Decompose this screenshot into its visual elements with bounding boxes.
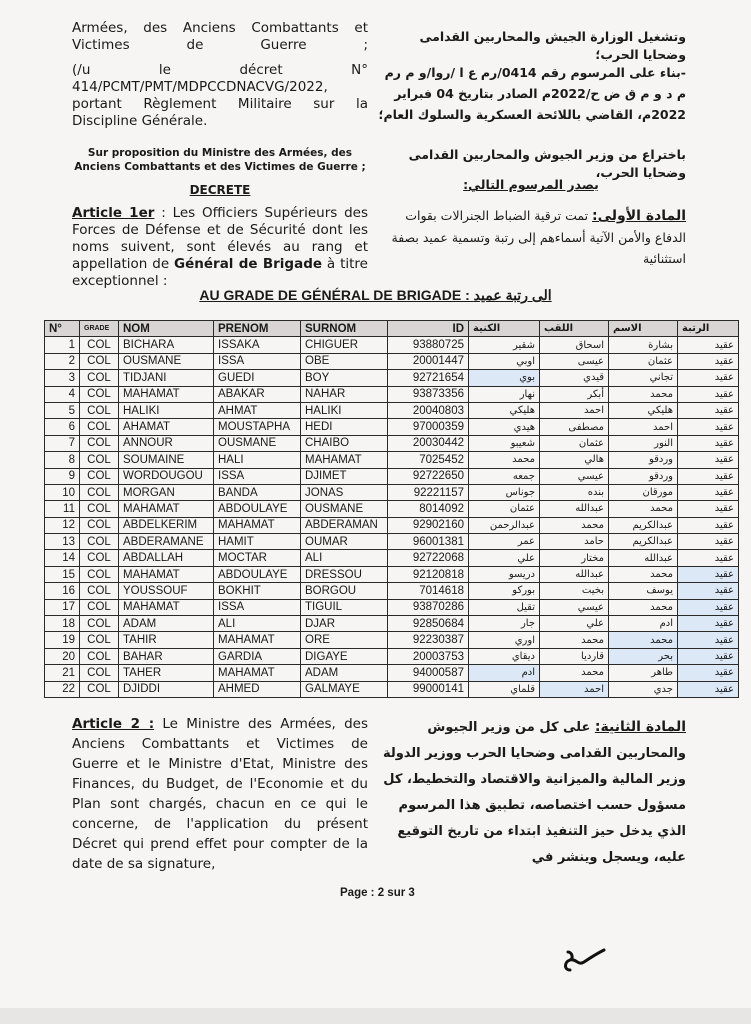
row-number: 11 — [45, 501, 80, 517]
row-rank: عقيد — [678, 550, 739, 566]
header-ism: الاسم — [609, 321, 678, 337]
row-rank: عقيد — [678, 632, 739, 648]
row-nom: BAHAR — [119, 648, 214, 664]
article-1-label: Article 1er — [72, 205, 155, 221]
row-rank: عقيد — [678, 484, 739, 500]
row-laqab: محمد — [540, 665, 609, 681]
row-surnom: DJIMET — [301, 468, 388, 484]
fr-decrete-heading: DECRETE — [189, 183, 251, 197]
page-bottom-edge — [0, 1008, 751, 1024]
row-grade: COL — [80, 370, 119, 386]
ar-para-2: -بناء على المرسوم رقم 0414/رم ع ا /روا/و م رم م د و م ق ض ح/2022م الصادر بتاريخ 04 فبراير 2022م، القاضي باللائحة العسكرية والسلوك العام؛ — [378, 65, 686, 122]
row-nom: MAHAMAT — [119, 599, 214, 615]
row-kunya: جار — [469, 616, 540, 632]
table-row — [45, 468, 739, 484]
row-kunya: نهار — [469, 386, 540, 402]
header-prenom: PRENOM — [214, 321, 301, 337]
row-prenom: ALI — [214, 616, 301, 632]
row-grade: COL — [80, 665, 119, 681]
header-surnom: SURNOM — [301, 321, 388, 337]
ar-article-2 — [376, 714, 686, 871]
row-grade: COL — [80, 435, 119, 451]
row-nom: DJIDDI — [119, 681, 214, 697]
fr-article-1 — [72, 205, 368, 290]
row-laqab: قارديا — [540, 648, 609, 664]
header-kunya: الكنية — [469, 321, 540, 337]
table-row — [45, 665, 739, 681]
row-ism: وردقو — [609, 468, 678, 484]
row-prenom: MOUSTAPHA — [214, 419, 301, 435]
row-prenom: GARDIA — [214, 648, 301, 664]
row-kunya: عمر — [469, 534, 540, 550]
row-kunya: قلماي — [469, 681, 540, 697]
row-ism: هليكي — [609, 402, 678, 418]
row-id: 7014618 — [388, 583, 469, 599]
row-id: 93880725 — [388, 337, 469, 353]
article-1-rank: Général de Brigade — [174, 256, 323, 272]
row-nom: HALIKI — [119, 402, 214, 418]
article-2-label: Article 2 : — [72, 716, 155, 732]
row-laqab: مصطفى — [540, 419, 609, 435]
row-rank: عقيد — [678, 370, 739, 386]
ar-article-2-text: على كل من وزير الجيوش والمحاربين القدامى وضحايا الحرب ووزير الدولة وزير المالية والميزانية والاقتصاد والتخطيط، كل مسؤول حسب اختصاصه، تطبيق هذا المرسوم الذي يدخل حيز التنفيذ ابتداء من تاريخ التوقيع عليه، ويسجل وينشر في — [382, 720, 686, 865]
row-laqab: حامد — [540, 534, 609, 550]
row-surnom: ABDERAMAN — [301, 517, 388, 533]
header-id: ID — [388, 321, 469, 337]
row-id: 20030442 — [388, 435, 469, 451]
row-prenom: MAHAMAT — [214, 665, 301, 681]
table-row — [45, 616, 739, 632]
row-number: 20 — [45, 648, 80, 664]
row-number: 15 — [45, 566, 80, 582]
row-prenom: ABDOULAYE — [214, 566, 301, 582]
table-row — [45, 550, 739, 566]
row-number: 7 — [45, 435, 80, 451]
row-nom: OUSMANE — [119, 353, 214, 369]
ar-article-1-label: المادة الأولى: — [592, 208, 686, 224]
row-nom: SOUMAINE — [119, 452, 214, 468]
row-surnom: GALMAYE — [301, 681, 388, 697]
row-id: 92230387 — [388, 632, 469, 648]
row-ism: عبدالكريم — [609, 517, 678, 533]
row-kunya: دريسو — [469, 566, 540, 582]
row-kunya: هيدي — [469, 419, 540, 435]
row-ism: عبدالله — [609, 550, 678, 566]
row-id: 92722650 — [388, 468, 469, 484]
table-row — [45, 419, 739, 435]
header-no: N° — [45, 321, 80, 337]
row-rank: عقيد — [678, 468, 739, 484]
row-ism: يوسف — [609, 583, 678, 599]
table-row — [45, 583, 739, 599]
row-surnom: OUMAR — [301, 534, 388, 550]
row-id: 97000359 — [388, 419, 469, 435]
row-grade: COL — [80, 337, 119, 353]
row-number: 14 — [45, 550, 80, 566]
row-rank: عقيد — [678, 353, 739, 369]
row-grade: COL — [80, 402, 119, 418]
article-2-text: Le Ministre des Armées, des Anciens Combattants et Victimes de Guerre et le Ministre d'Etat, Ministre des Finances, du Budget, de l'Economie et du Plan sont chargés, chacun en ce qui le concerne, de l'application du présent Décret qui prend effet pour compter de la date de sa signature, — [72, 716, 368, 872]
row-surnom: OUSMANE — [301, 501, 388, 517]
row-number: 6 — [45, 419, 80, 435]
row-laqab: عثمان — [540, 435, 609, 451]
row-grade: COL — [80, 468, 119, 484]
row-grade: COL — [80, 583, 119, 599]
row-laqab: اسحاق — [540, 337, 609, 353]
row-id: 20040803 — [388, 402, 469, 418]
row-rank: عقيد — [678, 583, 739, 599]
row-rank: عقيد — [678, 599, 739, 615]
row-kunya: بوي — [469, 370, 540, 386]
row-rank: عقيد — [678, 616, 739, 632]
row-ism: عثمان — [609, 353, 678, 369]
row-id: 92120818 — [388, 566, 469, 582]
row-rank: عقيد — [678, 681, 739, 697]
table-row — [45, 484, 739, 500]
row-rank: عقيد — [678, 386, 739, 402]
row-surnom: BORGOU — [301, 583, 388, 599]
row-kunya: شعيبو — [469, 435, 540, 451]
ar-article-2-label: المادة الثانية: — [594, 719, 686, 735]
row-id: 92902160 — [388, 517, 469, 533]
row-id: 20003753 — [388, 648, 469, 664]
row-kunya: ديقاي — [469, 648, 540, 664]
row-id: 92722068 — [388, 550, 469, 566]
row-laqab: عبدالله — [540, 501, 609, 517]
row-id: 7025452 — [388, 452, 469, 468]
row-number: 10 — [45, 484, 80, 500]
row-surnom: JONAS — [301, 484, 388, 500]
row-number: 16 — [45, 583, 80, 599]
table-row — [45, 386, 739, 402]
row-surnom: HALIKI — [301, 402, 388, 418]
row-nom: AHAMAT — [119, 419, 214, 435]
row-grade: COL — [80, 484, 119, 500]
article-1-end: à titre exceptionnel : — [72, 256, 368, 289]
row-nom: ADAM — [119, 616, 214, 632]
row-nom: MORGAN — [119, 484, 214, 500]
row-ism: طاهر — [609, 665, 678, 681]
row-surnom: ORE — [301, 632, 388, 648]
row-laqab: بنده — [540, 484, 609, 500]
table-row — [45, 599, 739, 615]
row-id: 96001381 — [388, 534, 469, 550]
row-grade: COL — [80, 534, 119, 550]
article-1-text: : Les Officiers Supérieurs des Forces de Défense et de Sécurité dont les noms suivent, sont élevés au rang et appellation de — [72, 205, 368, 272]
row-grade: COL — [80, 501, 119, 517]
row-nom: MAHAMAT — [119, 501, 214, 517]
row-prenom: OUSMANE — [214, 435, 301, 451]
row-number: 22 — [45, 681, 80, 697]
row-surnom: DJAR — [301, 616, 388, 632]
row-grade: COL — [80, 681, 119, 697]
row-grade: COL — [80, 353, 119, 369]
row-laqab: محمد — [540, 517, 609, 533]
row-ism: النور — [609, 435, 678, 451]
row-number: 1 — [45, 337, 80, 353]
row-laqab: مختار — [540, 550, 609, 566]
table-title: AU GRADE DE GÉNÉRAL DE BRIGADE : الى رتبة عميد — [199, 287, 552, 303]
row-prenom: MAHAMAT — [214, 517, 301, 533]
row-kunya: اوبي — [469, 353, 540, 369]
row-nom: YOUSSOUF — [119, 583, 214, 599]
row-id: 92221157 — [388, 484, 469, 500]
table-row — [45, 517, 739, 533]
ar-article-1 — [376, 205, 686, 269]
row-nom: WORDOUGOU — [119, 468, 214, 484]
row-laqab: بخيت — [540, 583, 609, 599]
ar-proposition: باختراع من وزير الجيوش والمحاربين القدامى وضحايا الحرب، — [408, 147, 686, 180]
row-laqab: عيسي — [540, 468, 609, 484]
row-kunya: هليكي — [469, 402, 540, 418]
table-header-row — [45, 321, 739, 337]
row-prenom: AHMED — [214, 681, 301, 697]
row-number: 13 — [45, 534, 80, 550]
row-id: 93870286 — [388, 599, 469, 615]
row-grade: COL — [80, 386, 119, 402]
row-rank: عقيد — [678, 665, 739, 681]
fr-para-1: Armées, des Anciens Combattants et Victimes de Guerre ; — [72, 20, 368, 53]
row-prenom: BOKHIT — [214, 583, 301, 599]
row-grade: COL — [80, 566, 119, 582]
row-nom: ABDELKERIM — [119, 517, 214, 533]
row-ism: بشارة — [609, 337, 678, 353]
ar-article-1-text: تمت ترقية الضباط الجنرالات بقوات الدفاع والأمن الآتية أسماءهم إلى رتبة وتسمية عميد بصفة استثنائية — [391, 208, 686, 266]
row-nom: ANNOUR — [119, 435, 214, 451]
row-prenom: ISSA — [214, 468, 301, 484]
row-rank: عقيد — [678, 517, 739, 533]
row-ism: احمد — [609, 419, 678, 435]
row-grade: COL — [80, 616, 119, 632]
row-surnom: CHAIBO — [301, 435, 388, 451]
row-prenom: MOCTAR — [214, 550, 301, 566]
ar-decrete-heading: يصدر المرسوم التالي: — [463, 177, 599, 192]
row-surnom: MAHAMAT — [301, 452, 388, 468]
header-nom: NOM — [119, 321, 214, 337]
table-row — [45, 534, 739, 550]
table-row — [45, 435, 739, 451]
row-prenom: AHMAT — [214, 402, 301, 418]
table-row — [45, 353, 739, 369]
row-rank: عقيد — [678, 534, 739, 550]
row-id: 20001447 — [388, 353, 469, 369]
fr-para-2: (/u le décret N° 414/PCMT/PMT/MDPCCDNACVG/2022, portant Règlement Militaire sur la Discipline Générale. — [72, 62, 368, 129]
row-ism: ادم — [609, 616, 678, 632]
row-number: 21 — [45, 665, 80, 681]
row-rank: عقيد — [678, 648, 739, 664]
row-surnom: OBE — [301, 353, 388, 369]
row-laqab: هالي — [540, 452, 609, 468]
row-ism: عبدالكريم — [609, 534, 678, 550]
row-surnom: BOY — [301, 370, 388, 386]
row-kunya: عبدالرحمن — [469, 517, 540, 533]
fr-proposition: Sur proposition du Ministre des Armées, des Anciens Combattants et des Victimes de Guerre ; — [74, 147, 366, 173]
row-number: 8 — [45, 452, 80, 468]
row-kunya: شقير — [469, 337, 540, 353]
row-prenom: HALI — [214, 452, 301, 468]
row-kunya: محمد — [469, 452, 540, 468]
row-rank: عقيد — [678, 435, 739, 451]
row-number: 4 — [45, 386, 80, 402]
row-number: 9 — [45, 468, 80, 484]
table-row — [45, 681, 739, 697]
table-row — [45, 337, 739, 353]
row-ism: تجاني — [609, 370, 678, 386]
row-prenom: ISSA — [214, 353, 301, 369]
fr-article-2 — [72, 714, 368, 874]
row-nom: BICHARA — [119, 337, 214, 353]
row-laqab: احمد — [540, 402, 609, 418]
row-nom: TAHIR — [119, 632, 214, 648]
row-surnom: CHIGUER — [301, 337, 388, 353]
row-kunya: علي — [469, 550, 540, 566]
row-ism: محمد — [609, 386, 678, 402]
row-ism: مورقان — [609, 484, 678, 500]
row-rank: عقيد — [678, 402, 739, 418]
row-number: 2 — [45, 353, 80, 369]
row-grade: COL — [80, 517, 119, 533]
row-prenom: MAHAMAT — [214, 632, 301, 648]
row-id: 92721654 — [388, 370, 469, 386]
row-ism: محمد — [609, 599, 678, 615]
row-id: 99000141 — [388, 681, 469, 697]
row-number: 3 — [45, 370, 80, 386]
row-prenom: HAMIT — [214, 534, 301, 550]
row-grade: COL — [80, 452, 119, 468]
row-rank: عقيد — [678, 501, 739, 517]
row-surnom: DRESSOU — [301, 566, 388, 582]
row-ism: وردقو — [609, 452, 678, 468]
row-laqab: علي — [540, 616, 609, 632]
row-nom: TIDJANI — [119, 370, 214, 386]
header-grade: GRADE — [80, 321, 119, 337]
row-grade: COL — [80, 550, 119, 566]
table-row — [45, 402, 739, 418]
row-ism: جدي — [609, 681, 678, 697]
row-kunya: جمعه — [469, 468, 540, 484]
table-row — [45, 452, 739, 468]
row-nom: ABDERAMANE — [119, 534, 214, 550]
row-rank: عقيد — [678, 452, 739, 468]
row-nom: TAHER — [119, 665, 214, 681]
row-ism: بحر — [609, 648, 678, 664]
row-id: 93873356 — [388, 386, 469, 402]
row-nom: MAHAMAT — [119, 386, 214, 402]
row-surnom: TIGUIL — [301, 599, 388, 615]
row-laqab: احمد — [540, 681, 609, 697]
row-number: 5 — [45, 402, 80, 418]
row-laqab: عيسي — [540, 599, 609, 615]
row-id: 92850684 — [388, 616, 469, 632]
row-laqab: أبكر — [540, 386, 609, 402]
row-id: 8014092 — [388, 501, 469, 517]
row-id: 94000587 — [388, 665, 469, 681]
row-nom: MAHAMAT — [119, 566, 214, 582]
table-row — [45, 648, 739, 664]
row-prenom: ABDOULAYE — [214, 501, 301, 517]
row-kunya: ادم — [469, 665, 540, 681]
row-number: 12 — [45, 517, 80, 533]
row-prenom: ISSAKA — [214, 337, 301, 353]
row-laqab: عبدالله — [540, 566, 609, 582]
row-kunya: جوناس — [469, 484, 540, 500]
row-number: 19 — [45, 632, 80, 648]
row-ism: محمد — [609, 632, 678, 648]
row-kunya: تقيل — [469, 599, 540, 615]
row-surnom: ADAM — [301, 665, 388, 681]
header-laqab: اللقب — [540, 321, 609, 337]
signature-mark-icon — [560, 940, 610, 974]
row-number: 18 — [45, 616, 80, 632]
row-rank: عقيد — [678, 419, 739, 435]
table-row — [45, 501, 739, 517]
promotion-table — [44, 320, 739, 698]
table-body — [45, 337, 739, 698]
row-prenom: ABAKAR — [214, 386, 301, 402]
header-rank: الرتبة — [678, 321, 739, 337]
table-row — [45, 566, 739, 582]
row-prenom: ISSA — [214, 599, 301, 615]
row-number: 17 — [45, 599, 80, 615]
page-number: Page : 2 sur 3 — [340, 887, 415, 899]
row-laqab: قيدي — [540, 370, 609, 386]
row-grade: COL — [80, 419, 119, 435]
row-grade: COL — [80, 632, 119, 648]
row-kunya: عثمان — [469, 501, 540, 517]
table-row — [45, 632, 739, 648]
row-nom: ABDALLAH — [119, 550, 214, 566]
row-prenom: BANDA — [214, 484, 301, 500]
row-rank: عقيد — [678, 566, 739, 582]
row-grade: COL — [80, 648, 119, 664]
row-prenom: GUEDI — [214, 370, 301, 386]
row-ism: محمد — [609, 501, 678, 517]
ar-para-1: وتشغيل الوزارة الجيش والمحاربين القدامى وضحايا الحرب؛ — [419, 29, 686, 62]
row-kunya: بوركو — [469, 583, 540, 599]
row-surnom: ALI — [301, 550, 388, 566]
table-row — [45, 370, 739, 386]
row-laqab: عيسى — [540, 353, 609, 369]
row-surnom: DIGAYE — [301, 648, 388, 664]
row-surnom: NAHAR — [301, 386, 388, 402]
row-grade: COL — [80, 599, 119, 615]
row-surnom: HEDI — [301, 419, 388, 435]
row-rank: عقيد — [678, 337, 739, 353]
row-kunya: اوري — [469, 632, 540, 648]
row-ism: محمد — [609, 566, 678, 582]
row-laqab: محمد — [540, 632, 609, 648]
